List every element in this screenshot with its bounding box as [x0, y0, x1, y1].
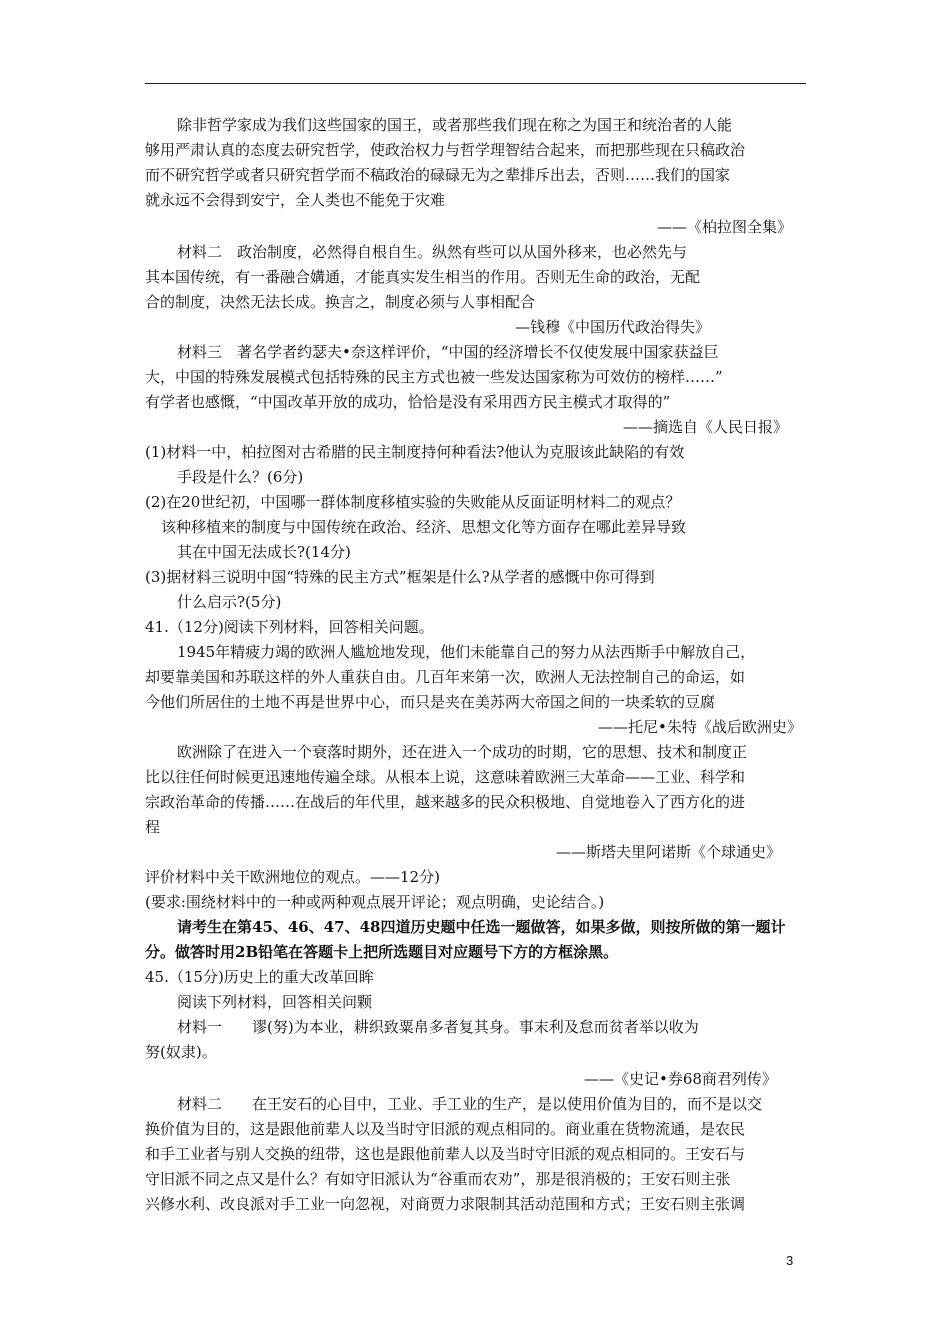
- text-line: 程: [145, 818, 161, 836]
- text-line: 1945年精疲力竭的欧洲人尴尬地发现，他们未能靠自己的努力从法西斯手中解放自己，: [177, 643, 756, 661]
- text-line: 手段是什么？(6分): [177, 468, 304, 486]
- text-line: 守旧派不同之点又是什么？有如守旧派认为“谷重而农劝”，那是很消极的；王安石则主张: [145, 1170, 731, 1188]
- text-line: 比以往任何时候更迅速地传遍全球。从根本上说，这意味着欧洲三大革命——工业、科学和: [145, 768, 746, 786]
- text-line: 什么启示?(5分): [177, 593, 282, 611]
- text-line: (要求:围绕材料中的一种或两种观点展开评论；观点明确，史论结合。): [145, 893, 605, 911]
- text-line: 材料二 在王安石的心目中，工业、手工业的生产，是以使用价值为目的，而不是以交: [177, 1095, 763, 1113]
- text-line: 评价材料中关干欧洲地位的观点。——12分): [145, 868, 440, 886]
- page-number: 3: [786, 1253, 794, 1268]
- text-line: ——摘选自《人民日报》: [623, 418, 789, 436]
- text-line: 换价值为目的，这是跟他前辈人以及当时守旧派的观点相同的。商业重在货物流通，是农民: [145, 1120, 746, 1138]
- text-line: 而不研究哲学或者只研究哲学而不稿政治的碌碌无为之辈排斥出去，否则……我们的国家: [145, 166, 731, 184]
- text-line: 45.（15分)历史上的重大改革回眸: [145, 968, 374, 986]
- text-line: 阅读下列材料，回答相关问颗: [177, 993, 373, 1011]
- text-line: (3)据材料三说明中国“特殊的民主方式”框架是什么?从学者的感慨中你可得到: [145, 568, 655, 586]
- text-line: 努(奴隶)。: [145, 1043, 217, 1061]
- text-line: 有学者也感慨，“中国改革开放的成功，恰恰是没有采用西方民主模式才取得的”: [145, 393, 671, 411]
- text-line: —钱穆《中国历代政治得失》: [515, 318, 711, 336]
- text-line: 就永远不会得到安宁，全人类也不能免于灾难: [145, 191, 446, 209]
- text-line: ——斯塔夫里阿诺斯《个球通史》: [556, 843, 782, 861]
- text-line: 大，中国的特殊发展模式包括特殊的民主方式也被一些发达国家称为可效仿的榜样……”: [145, 368, 723, 386]
- text-line: 合的制度，决然无法长成。换言之，制度必须与人事相配合: [145, 293, 536, 311]
- text-line: 宗政治革命的传播……在战后的年代里，越来越多的民众积极地、自觉地卷入了西方化的进: [145, 793, 746, 811]
- text-line: 41.（12分)阅读下列材料，回答相关问题。: [145, 618, 434, 636]
- text-line: (1)材料一中，柏拉图对古希腊的民主制度持何种看法?他认为克服该此缺陷的有效: [145, 443, 685, 461]
- text-line: 其本国传统，有一番融合媾通，才能真实发生相当的作用。否则无生命的政治，无配: [145, 268, 701, 286]
- text-line: 却要靠美国和苏联这样的外人重获自由。几百年来第一次，欧洲人无法控制自己的命运，如: [145, 668, 746, 686]
- text-line: 分。做答时用2B铅笔在答题卡上把所选题目对应题号下方的方框涂黑。: [145, 943, 619, 961]
- text-line: 除非哲学家成为我们这些国家的国王，或者那些我们现在称之为国王和统治者的人能: [177, 116, 733, 134]
- text-line: 请考生在第45、46、47、48四道历史题中任选一题做答，如果多做，则按所做的第一题计: [177, 918, 786, 936]
- text-line: 材料二 政治制度，必然得自根自生。纵然有些可以从国外移来，也必然先与: [177, 243, 688, 261]
- text-line: 今他们所居住的土地不再是世界中心，而只是夹在美苏两大帝国之间的一块柔软的豆腐: [145, 693, 716, 711]
- text-line: ——《柏拉图全集》: [657, 218, 793, 236]
- text-line: 兴修水利、改良派对手工业一向忽视，对商贾力求限制其活动范围和方式；王安石则主张调: [145, 1195, 746, 1213]
- text-line: 该种移植来的制度与中国传统在政治、经济、思想文化等方面存在哪此差异导致: [161, 518, 687, 536]
- text-line: 欧洲除了在进入一个衰落时期外，还在进入一个成功的时期，它的思想、技术和制度正: [177, 743, 748, 761]
- header-rule: [145, 83, 806, 84]
- text-line: 材料三 著名学者约瑟夫•奈这样评价，“中国的经济增长不仅使发展中国家获益巨: [177, 343, 719, 361]
- text-line: ——托尼•朱特《战后欧洲史》: [598, 718, 802, 736]
- text-line: 材料一 谬(努)为本业，耕织致粟帛多者复其身。事末利及怠而贫者举以收为: [177, 1018, 699, 1036]
- text-line: 其在中国无法成长?(14分): [177, 543, 351, 561]
- text-line: 够用严肃认真的态度去研究哲学，使政治权力与哲学理智结合起来，而把那些现在只稿政治: [145, 141, 746, 159]
- text-line: ——《史记•券68商君列传》: [584, 1070, 777, 1088]
- text-line: (2)在20世纪初，中国哪一群体制度移植实验的失败能从反面证明材料二的观点？: [145, 493, 681, 511]
- text-line: 和手工业者与别人交换的纽带，这也是跟他前辈人以及当时守旧派的观点相同的。王安石与: [145, 1145, 746, 1163]
